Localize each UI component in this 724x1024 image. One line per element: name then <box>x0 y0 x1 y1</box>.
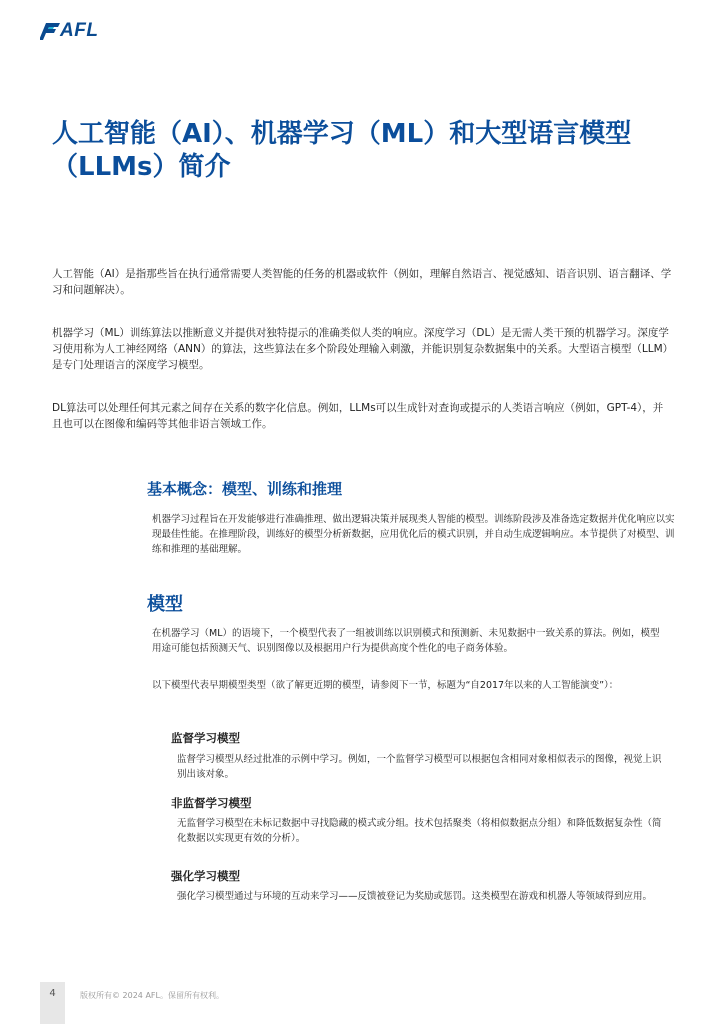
models-body-types-intro: 以下模型代表早期模型类型（欲了解更近期的模型，请参阅下一节，标题为“自2017年以来的人工智能演变”）： <box>152 680 619 691</box>
reinforcement-body: 强化学习模型通过与环境的互动来学习——反馈被登记为奖励或惩罚。这类模型在游戏和机器人等领域得到应用。 <box>177 891 653 902</box>
unsupervised-body: 无监督学习模型在未标记数据中寻找隐藏的模式或分组。技术包括聚类（将相似数据点分组）和降低数据复杂性（简化数据以实现更有效的分析）。 <box>177 818 662 844</box>
models-body-definition: 在机器学习（ML）的语境下，一个模型代表了一组被训练以识别模式和预测新、未见数据中一致关系的算法。例如，模型用途可能包括预测天气、识别图像以及根据用户行为提供高度个性化的电子商务体验。 <box>152 628 660 654</box>
afl-logo <box>40 22 104 42</box>
page-number: 4 <box>49 988 56 999</box>
page-title: 人工智能（AI）、机器学习（ML）和大型语言模型（LLMs）简介 <box>52 119 632 182</box>
unsupervised-heading: 非监督学习模型 <box>171 796 252 810</box>
supervised-body: 监督学习模型从经过批准的示例中学习。例如，一个监督学习模型可以根据包含相同对象相似表示的图像，视觉上识别出该对象。 <box>177 754 662 780</box>
intro-paragraph-ai: 人工智能（AI）是指那些旨在执行通常需要人类智能的任务的机器或软件（例如，理解自然语言、视觉感知、语音识别、语言翻译、学习和问题解决）。 <box>52 268 672 296</box>
page-number-tab <box>40 982 65 1024</box>
intro-paragraph-dl: DL算法可以处理任何其元素之间存在关系的数字化信息。例如，LLMs可以生成针对查询或提示的人类语言响应（例如，GPT-4），并且也可以在图像和编码等其他非语言领域工作。 <box>52 402 664 430</box>
models-heading: 模型 <box>147 594 183 615</box>
afl-logo-mark-icon <box>40 23 60 40</box>
concepts-body: 机器学习过程旨在开发能够进行准确推理、做出逻辑决策并展现类人智能的模型。训练阶段涉及准备选定数据并优化响应以实现最佳性能。在推理阶段，训练好的模型分析新数据，应用优化后的模式识别，并自动生成逻辑响应。本节提供了对模型、训练和推理的基础理解。 <box>152 514 675 555</box>
supervised-heading: 监督学习模型 <box>171 731 240 745</box>
concepts-heading: 基本概念：模型、训练和推理 <box>147 480 343 498</box>
copyright-notice: 版权所有© 2024 AFL。保留所有权利。 <box>80 991 224 1000</box>
afl-logo-text: AFL <box>60 20 99 41</box>
intro-paragraph-ml: 机器学习（ML）训练算法以推断意义并提供对独特提示的准确类似人类的响应。深度学习（DL）是无需人类干预的机器学习。深度学习使用称为人工神经网络（ANN）的算法，这些算法在多个阶段处理输入刺激，并能识别复杂数据集中的关系。大型语言模型（LLM）是专门处理语言的深度学习模型。 <box>52 327 669 371</box>
reinforcement-heading: 强化学习模型 <box>171 869 240 883</box>
